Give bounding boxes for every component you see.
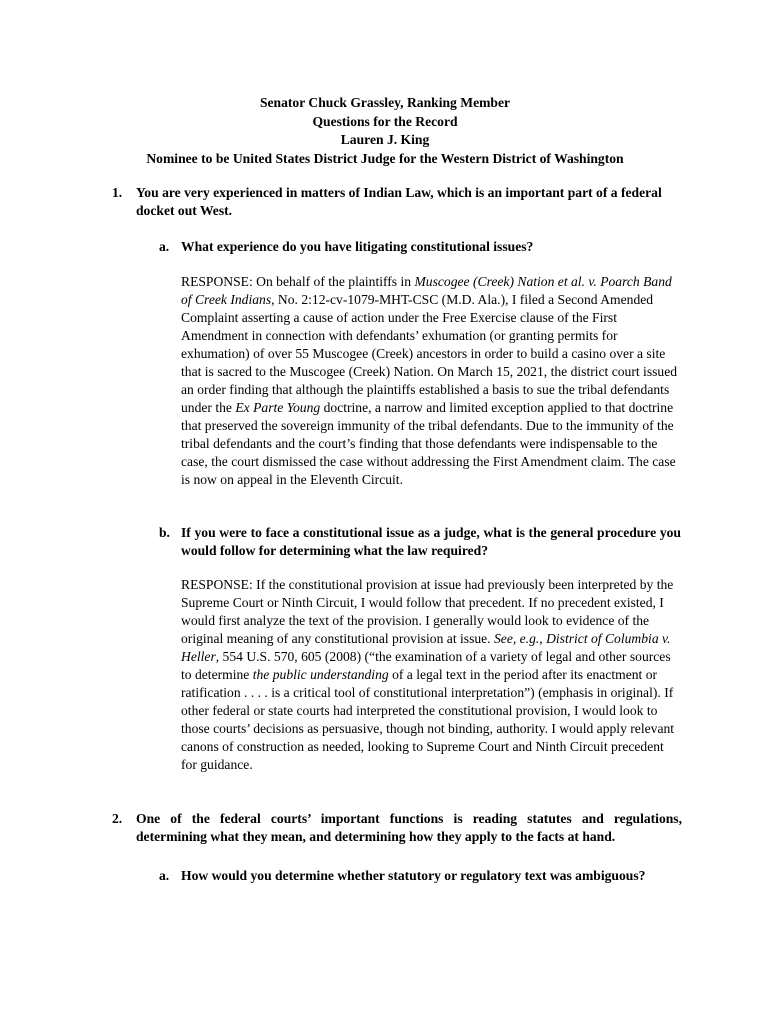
response-1b-case-name: District of Columbia v. Heller <box>181 631 671 664</box>
response-1a-conclusion: doctrine, a narrow and limited exception applied to that doctrine that preserved the sovereign immunity of the tribal defendants. Due to the immunity of the tribal defendants and the court’s finding that those defendants were indispensable to the case, the court dismissed the case without addressing the First Amendment claim. The case is now on appeal in the Eleventh Circuit. <box>181 400 676 487</box>
response-1b-intro: RESPONSE: If the constitutional provision at issue had previously been interpreted by the Supreme Court or Ninth Circuit, I would follow that precedent. If no precedent existed, I would first analyze the text of the provision. I generally would look to evidence of the original meaning of any constitutional provision at issue. <box>181 577 674 646</box>
response-1b-emphasis: the public understanding <box>252 667 389 682</box>
question-1a <box>159 238 681 256</box>
question-1b-text: If you were to face a constitutional issue as a judge, what is the general procedure you would follow for determining what the law required? <box>181 525 681 558</box>
header-title: Questions for the Record <box>312 113 458 129</box>
question-1a-text: What experience do you have litigating constitutional issues? <box>181 239 534 254</box>
document-header <box>0 94 770 168</box>
question-2a <box>159 867 681 885</box>
response-1b-conclusion: of a legal text in the period after its enactment or ratification . . . . is a critical tool of constitutional interpretation”) (emphasis in original). If other federal or state courts had interpreted the constitutional provision, I would look to those courts’ decisions as persuasive, though not binding, authority. I would apply relevant canons of construction as needed, looking to Supreme Court and Ninth Circuit precedent for guidance. <box>181 667 675 772</box>
response-1a-doctrine: Ex Parte Young <box>235 400 321 415</box>
question-2a-text: How would you determine whether statutory or regulatory text was ambiguous? <box>181 868 646 883</box>
response-1a <box>181 273 681 489</box>
question-2a-number: a. <box>159 868 170 883</box>
response-1a-body: , No. 2:12-cv-1079-MHT-CSC (M.D. Ala.), I filed a Second Amended Complaint asserting a cause of action under the Free Exercise clause of the First Amendment in connection with defendants’ exhumation (or granting permits for exhumation) of over 55 Muscogee (Creek) ancestors in order to build a casino over a site that is sacred to the Muscogee (Creek) Nation. On March 15, 2021, the district court issued an order finding that although the plaintiffs established a basis to sue the tribal defendants under the <box>181 292 678 415</box>
header-nominee-name: Lauren J. King <box>340 132 430 147</box>
question-1b-number: b. <box>159 525 170 540</box>
response-1b-comma: , <box>539 631 547 646</box>
question-1b <box>159 524 681 560</box>
question-1 <box>112 184 682 220</box>
question-1-number: 1. <box>112 185 123 200</box>
response-1b-citation: , 554 U.S. 570, 605 (2008) (“the examination of a variety of legal and other sources to determine <box>181 649 671 682</box>
response-1b-signal: See, e.g. <box>493 631 540 646</box>
response-1a-intro: RESPONSE: On behalf of the plaintiffs in <box>181 274 415 289</box>
question-1a-number: a. <box>159 239 170 254</box>
question-2 <box>112 810 682 846</box>
header-nomination: Nominee to be United States District Judge for the Western District of Washington <box>146 150 624 166</box>
header-senator: Senator Chuck Grassley, Ranking Member <box>259 95 511 110</box>
question-2-number: 2. <box>112 811 123 826</box>
question-2-text: One of the federal courts’ important functions is reading statutes and regulations, determining what they mean, and determining how they apply to the facts at hand. <box>136 811 682 844</box>
response-1a-case-name: Muscogee (Creek) Nation et al. v. Poarch Band of Creek Indians <box>181 274 672 307</box>
response-1b <box>181 576 681 774</box>
question-1-text: You are very experienced in matters of Indian Law, which is an important part of a federal docket out West. <box>136 185 662 218</box>
